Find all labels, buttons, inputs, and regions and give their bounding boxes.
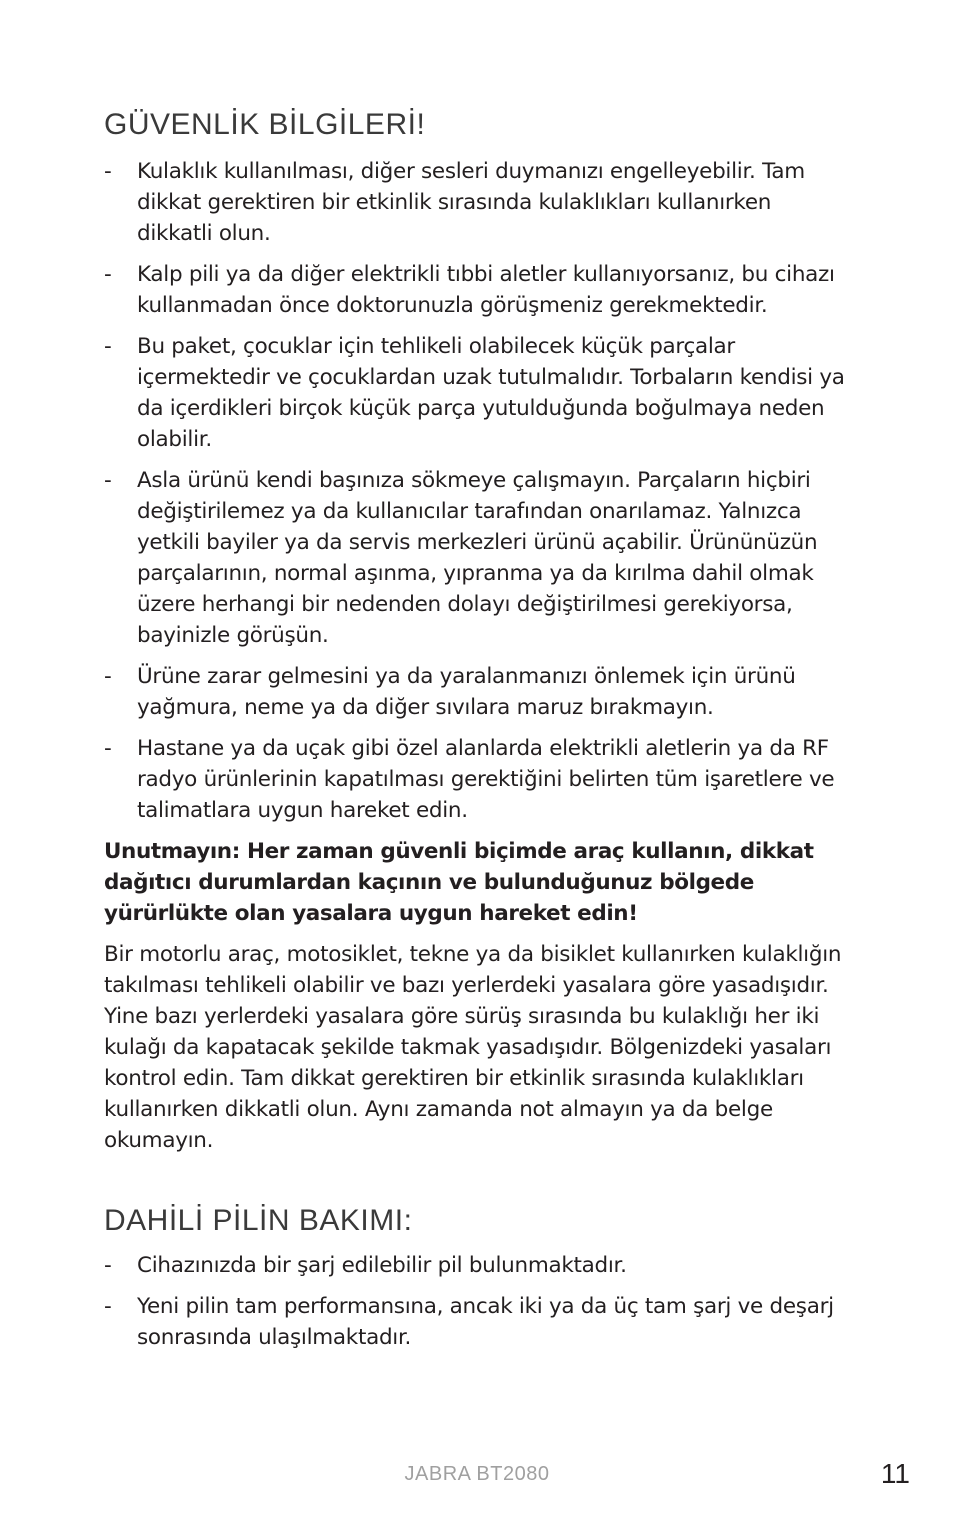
list-item xyxy=(104,156,846,249)
safety-bullet-list xyxy=(104,156,846,826)
bullet-dash: - xyxy=(104,1253,112,1278)
bullet-dash: - xyxy=(104,262,112,287)
battery-bullet-list xyxy=(104,1250,846,1353)
list-item xyxy=(104,465,846,651)
bullet-dash: - xyxy=(104,1294,112,1319)
list-item xyxy=(104,661,846,723)
list-item xyxy=(104,733,846,826)
list-item xyxy=(104,1250,846,1281)
bullet-dash: - xyxy=(104,736,112,761)
page-number: 11 xyxy=(880,1458,910,1489)
list-item xyxy=(104,259,846,321)
list-item-text: Ürüne zarar gelmesini ya da yaralanmanızı önlemek için ürünü yağmura, neme ya da diğer sıvılara maruz bırakmayın. xyxy=(137,664,796,720)
page-content xyxy=(104,106,846,1363)
footer-brand: JABRA BT2080 xyxy=(404,1463,550,1485)
list-item-text: Kulaklık kullanılması, diğer sesleri duymanızı engelleyebilir. Tam dikkat gerektiren bir etkinlik sırasında kulaklıkları kullanırken dikkatli olun. xyxy=(137,159,805,246)
list-item-text: Bu paket, çocuklar için tehlikeli olabilecek küçük parçalar içermektedir ve çocuklardan uzak tutulmalıdır. Torbaların kendisi ya da içerdikleri birçok küçük parça yutulduğunda boğulmaya neden olabilir. xyxy=(137,334,845,452)
list-item xyxy=(104,331,846,455)
list-item-text: Yeni pilin tam performansına, ancak iki ya da üç tam şarj ve deşarj sonrasında ulaşılmaktadır. xyxy=(137,1294,834,1350)
warning-note: Unutmayın: Her zaman güvenli biçimde araç kullanın, dikkat dağıtıcı durumlardan kaçının ve bulunduğunuz bölgede yürürlükte olan yasalara uygun hareket edin! xyxy=(104,839,814,926)
list-item-text: Asla ürünü kendi başınıza sökmeye çalışmayın. Parçaların hiçbiri değiştirilemez ya da kullanıcılar tarafından onarılamaz. Yalnızca yetkili bayiler ya da servis merkezleri ürünü açabilir. Ürününüzün parçalarının, normal aşınma, yıpranma ya da kırılma dahil olmak üzere herhangi bir nedenden dolayı değiştirilmesi gerekiyorsa, bayinizle görüşün. xyxy=(137,468,818,648)
list-item xyxy=(104,1291,846,1353)
list-item-text: Cihazınızda bir şarj edilebilir pil bulunmaktadır. xyxy=(137,1253,627,1278)
bullet-dash: - xyxy=(104,664,112,689)
section-title-battery: DAHİLİ PİLİN BAKIMI: xyxy=(104,1204,413,1237)
bullet-dash: - xyxy=(104,468,112,493)
list-item-text: Kalp pili ya da diğer elektrikli tıbbi aletler kullanıyorsanız, bu cihazı kullanmadan önce doktorunuzla görüşmeniz gerekmektedir. xyxy=(137,262,835,318)
bullet-dash: - xyxy=(104,159,112,184)
list-item-text: Hastane ya da uçak gibi özel alanlarda elektrikli aletlerin ya da RF radyo ürünlerinin kapatılması gerektiğini belirten tüm işaretlere ve talimatlara uygun hareket edin. xyxy=(137,736,835,823)
section-title-safety: GÜVENLİK BİLGİLERİ! xyxy=(104,108,426,141)
safety-paragraph: Bir motorlu araç, motosiklet, tekne ya da bisiklet kullanırken kulaklığın takılması tehlikeli olabilir ve bazı yerlerdeki yasalara göre yasadışıdır. Yine bazı yerlerdeki yasalara göre sürüş sırasında bu kulaklığı her iki kulağı da kapatacak şekilde takmak yasadışıdır. Bölgenizdeki yasaları kontrol edin. Tam dikkat gerektiren bir etkinlik sırasında kulaklıkları kullanırken dikkatli olun. Aynı zamanda not almayın ya da belge okumayın. xyxy=(104,942,842,1153)
bullet-dash: - xyxy=(104,334,112,359)
